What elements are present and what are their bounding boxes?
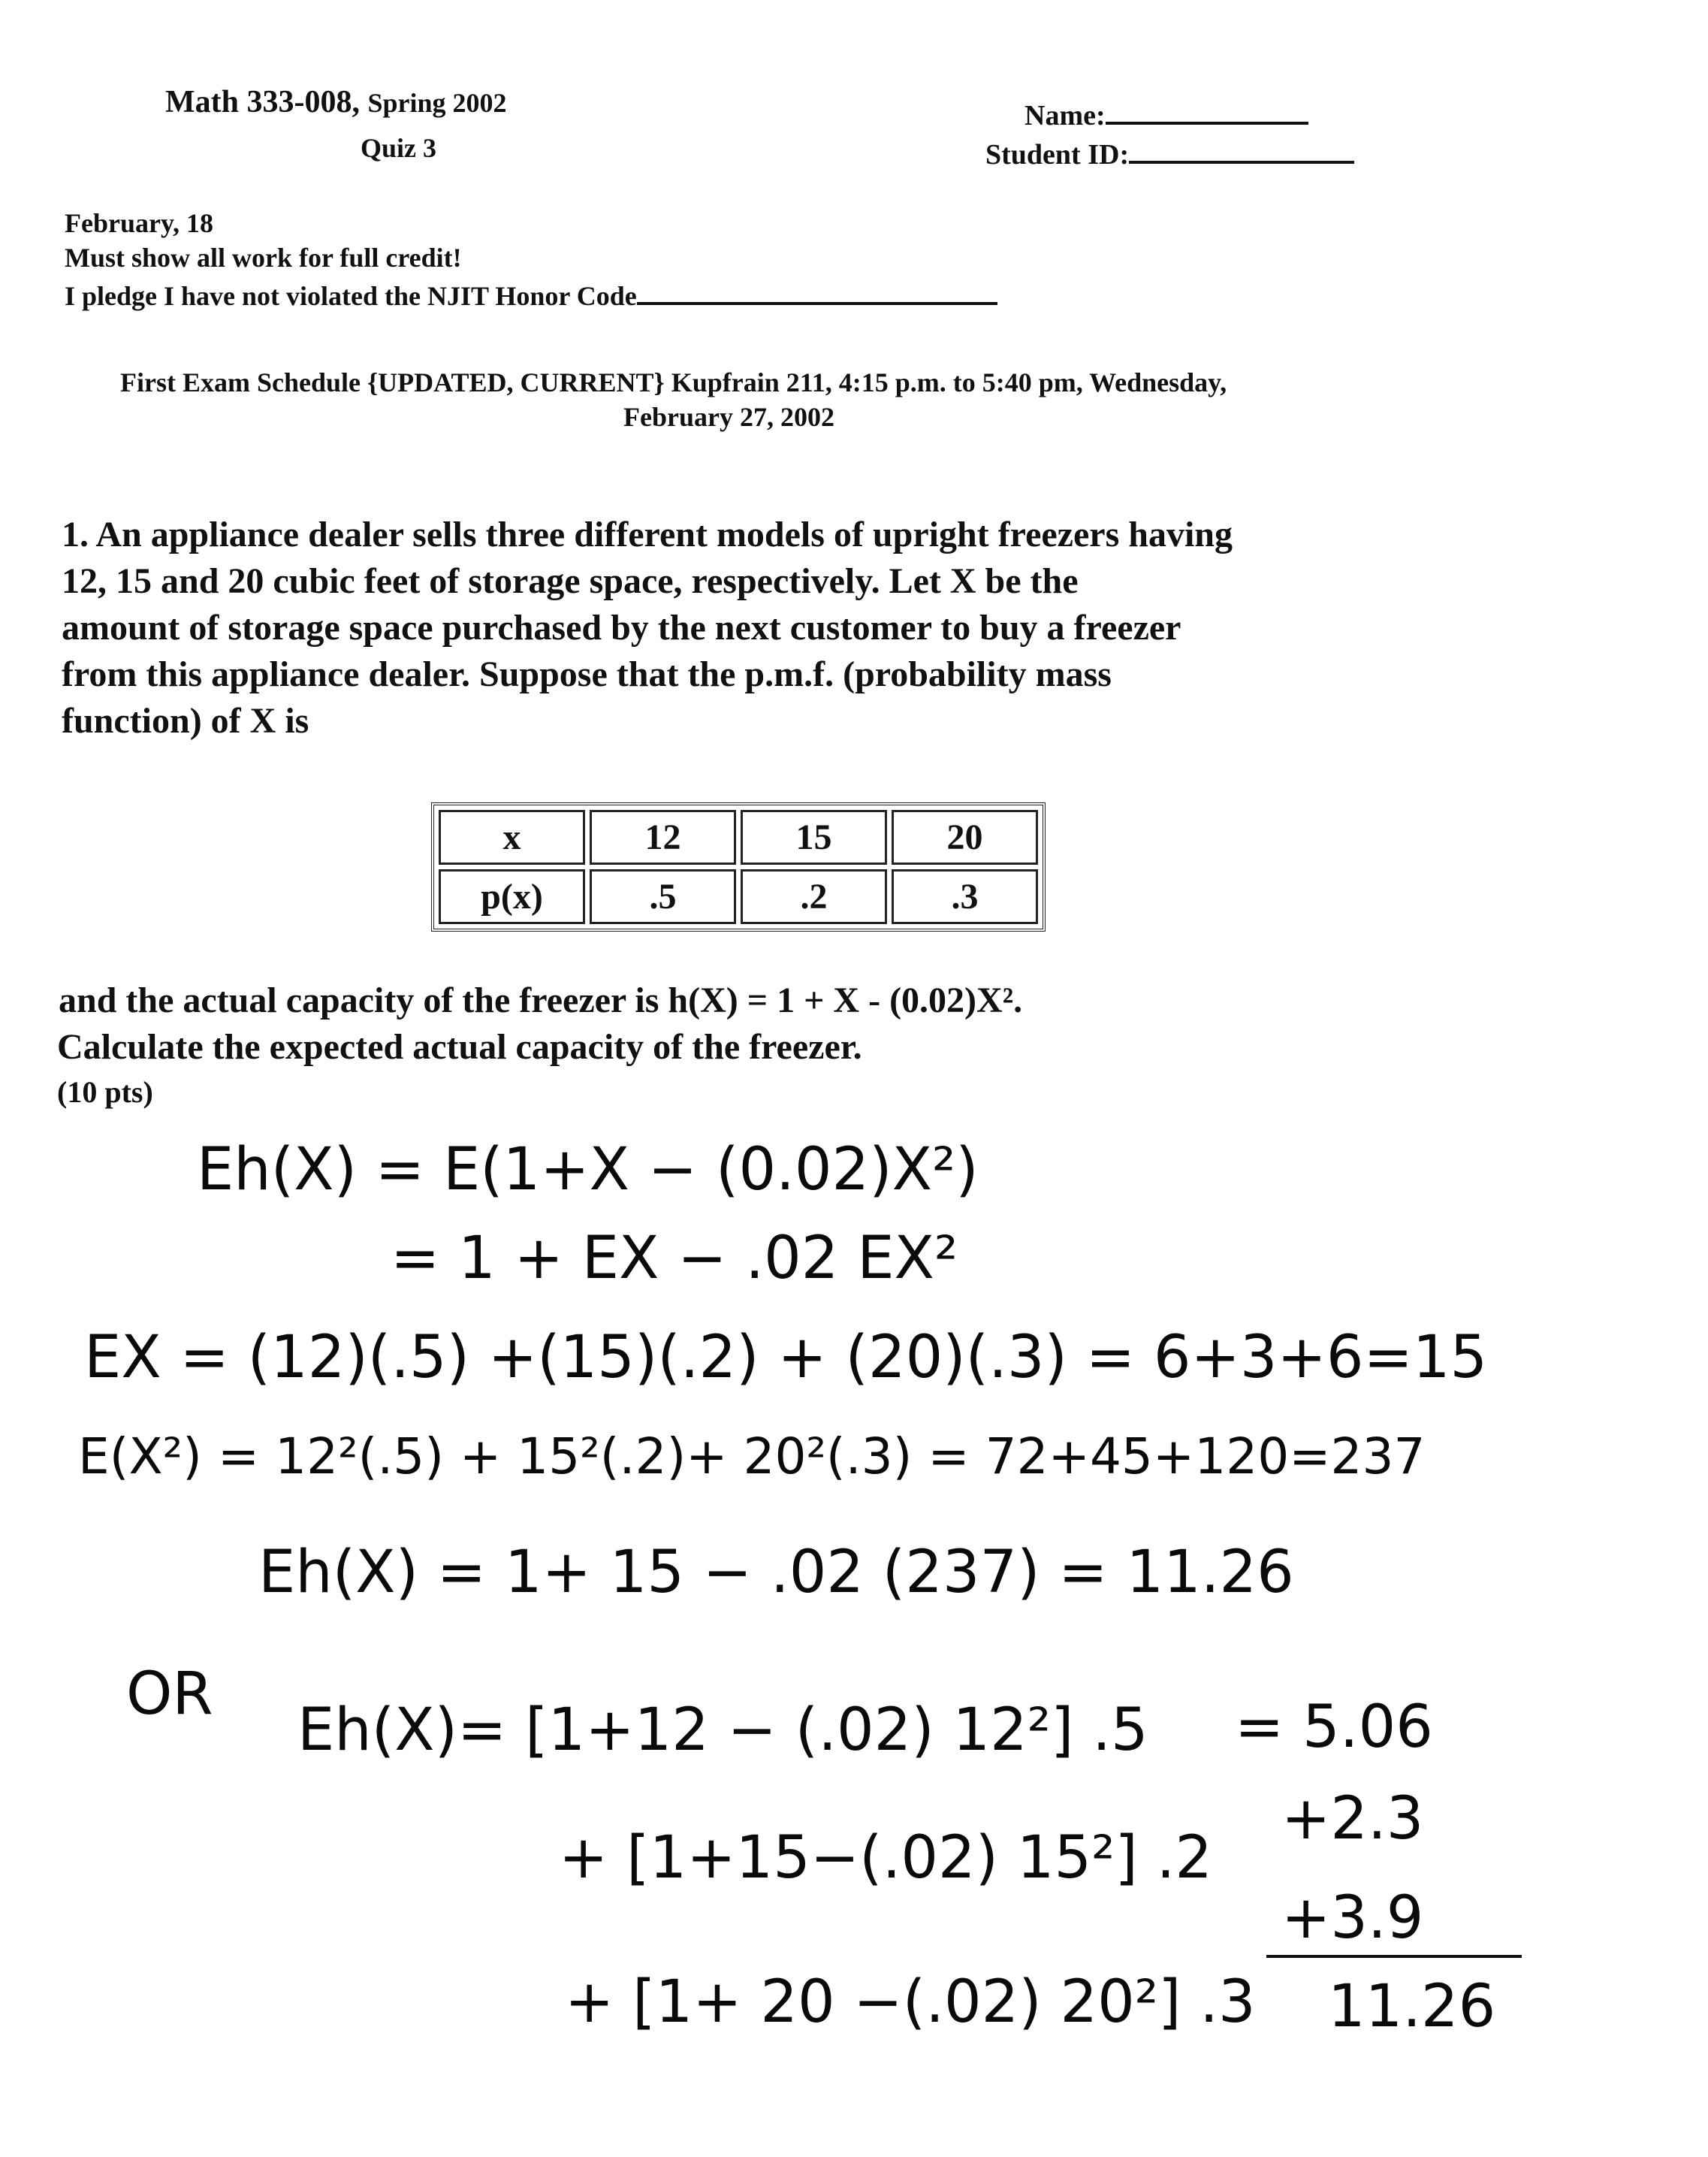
question-line: 12, 15 and 20 cubic feet of storage space, respectively. Let X be the	[62, 561, 1079, 601]
exam-schedule-line-2: February 27, 2002	[623, 402, 834, 432]
solution-line: E(X²) = 12²(.5) + 15²(.2)+ 20²(.3) = 72+45+120=237	[78, 1427, 1426, 1485]
solution-line: Eh(X)= [1+12 − (.02) 12²] .5	[297, 1696, 1148, 1764]
course-code: Math 333-008,	[165, 85, 360, 119]
pmf-table	[431, 802, 1046, 932]
question-line: 1. An appliance dealer sells three different models of upright freezers having	[62, 515, 1233, 554]
solution-sum-term: = 5.06	[1235, 1693, 1433, 1761]
solution-line: EX = (12)(.5) +(15)(.2) + (20)(.3) = 6+3+6=15	[84, 1324, 1488, 1391]
exam-schedule-line-1: First Exam Schedule {UPDATED, CURRENT} Kupfrain 211, 4:15 p.m. to 5:40 pm, Wednesday,	[120, 367, 1227, 397]
quiz-label: Quiz 3	[361, 133, 437, 163]
table-cell: .5	[590, 869, 736, 924]
question-line: from this appliance dealer. Suppose that the p.m.f. (probability mass	[62, 654, 1112, 694]
table-cell: p(x)	[439, 869, 585, 924]
question-line: function) of X is	[62, 701, 309, 741]
course-term: Spring 2002	[367, 88, 507, 118]
solution-line: Eh(X) = 1+ 15 − .02 (237) = 11.26	[258, 1539, 1294, 1606]
quiz-date: February, 18	[65, 208, 213, 238]
table-cell: .2	[741, 869, 887, 924]
name-blank	[1106, 96, 1308, 125]
table-cell: 15	[741, 810, 887, 865]
solution-total: 11.26	[1328, 1973, 1496, 2041]
student-id-field	[985, 135, 1354, 171]
name-label: Name:	[1024, 100, 1106, 131]
name-field	[1024, 96, 1308, 132]
solution-sum-term: +2.3	[1281, 1785, 1424, 1853]
points-label: (10 pts)	[57, 1075, 153, 1109]
question-line: Calculate the expected actual capacity of the freezer.	[57, 1027, 862, 1067]
solution-line: = 1 + EX − .02 EX²	[391, 1225, 958, 1292]
question-line: amount of storage space purchased by the next customer to buy a freezer	[62, 608, 1181, 648]
sum-rule	[1266, 1955, 1522, 1958]
student-id-label: Student ID:	[985, 139, 1130, 171]
course-title	[165, 84, 507, 120]
pledge-blank	[637, 276, 997, 305]
student-id-blank	[1129, 135, 1354, 164]
table-cell: 12	[590, 810, 736, 865]
table-cell: x	[439, 810, 585, 865]
pledge-text: I pledge I have not violated the NJIT Honor Code	[65, 281, 637, 311]
solution-sum-term: +3.9	[1281, 1884, 1424, 1952]
solution-line: + [1+15−(.02) 15²] .2	[559, 1824, 1213, 1892]
solution-line: Eh(X) = E(1+X − (0.02)X²)	[197, 1136, 979, 1204]
question-line: and the actual capacity of the freezer is h(X) = 1 + X - (0.02)X².	[59, 980, 1023, 1020]
honor-pledge	[65, 276, 997, 312]
solution-or: OR	[126, 1660, 213, 1728]
solution-line: + [1+ 20 −(.02) 20²] .3	[565, 1968, 1256, 2036]
work-note: Must show all work for full credit!	[65, 243, 462, 273]
table-cell: .3	[892, 869, 1038, 924]
table-cell: 20	[892, 810, 1038, 865]
